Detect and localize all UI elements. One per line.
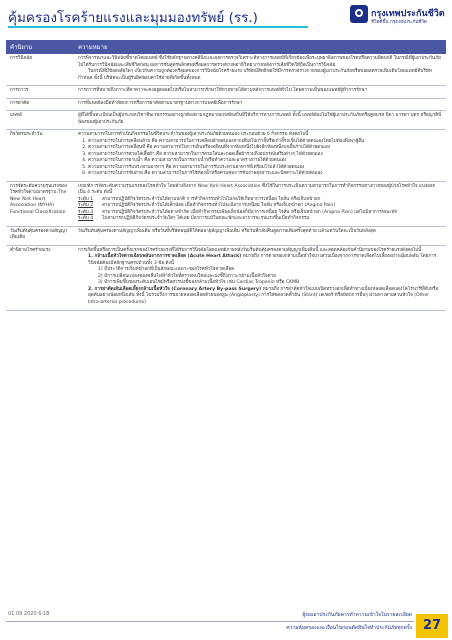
level-label: ระดับ 2 xyxy=(78,203,94,209)
level-label: ระดับ 4 xyxy=(78,216,94,222)
table-row xyxy=(6,111,446,130)
table-row xyxy=(6,181,446,226)
level-text: ไม่สามารถปฏิบัติกิจวัตรประจำวันใดๆ ได้เลย มีอาการแม้ในขณะพักและอาการจะรุนแรงขึ้นเมื่อทำกิจกรรม xyxy=(102,216,310,222)
logo-tagline: ชีวิตดีขึ้น กรุงเทพประกันชีวิต xyxy=(371,20,427,25)
paragraph: ผู้ที่ได้ขึ้นทะเบียนเป็นผู้ประกอบวิชาชีพเวชกรรมอย่างถูกต้องตามกฎหมายแห่งท้องถิ่นที่ให้บริการทางการแพทย์ ทั้งนี้ แพทย์ต้องไม่ใช่ผู้เอาประกันภัยหรือคู่สมรส บิดา มารดา บุตร หรือญาติพี่น้องของผู้เอาประกันภัย xyxy=(78,113,442,125)
header-meaning: ความหมาย xyxy=(74,40,446,54)
footer-line xyxy=(6,621,414,622)
criteria-item: 2) มีการเปลี่ยนแปลงของคลื่นไฟฟ้าหัวใจที่ตรวจพบใหม่และบ่งชี้ถึงภาวะกล้ามเนื้อหัวใจตาย xyxy=(98,273,276,279)
term-cell: การจัดระดับความรุนแรงของโรคหัวใจตามมาตรฐาน The New York Heart Association (NYHA) Functional Classification xyxy=(6,181,74,226)
level-text: สามารถปฏิบัติกิจวัตรประจำวันได้อย่างจำกัด เมื่อทำกิจกรรมเพียงเล็กน้อยก็มีอาการเหนื่อย ใจสั่น หรือเจ็บหน้าอก (Angina Pain) แต่ไม่มีอาการขณะพัก xyxy=(102,209,398,215)
meaning-cell xyxy=(74,111,446,130)
paragraph: เกณฑ์การจัดระดับความรุนแรงของโรคหัวใจ โดยอ้างอิงจาก New York Heart Association ซึ่งใช้ในการประเมินความสามารถในการทำกิจกรรมทางกายของผู้ป่วยโรคหัวใจ แบ่งออกเป็น 4 ระดับ ดังนี้ xyxy=(78,183,436,196)
term-cell: วันเริ่มต้นคุ้มครองตามสัญญาเพิ่มเติม xyxy=(6,226,74,245)
table-header-row xyxy=(6,40,446,54)
illness-title: การผ่าตัดเส้นเลือดเลี้ยงกล้ามเนื้อหัวใจ (Coronary Artery By-pass Surgery) xyxy=(94,286,262,292)
meaning-cell xyxy=(74,226,446,245)
paragraph: การที่แพทย์ลงมือทำหัตถการหรือการผ่าตัดตามมาตรฐานทางการแพทย์เพื่อการรักษา xyxy=(78,100,243,106)
definitions-table xyxy=(6,40,446,311)
company-logo xyxy=(350,4,450,30)
term-cell: กิจวัตรประจำวัน xyxy=(6,130,74,182)
level-label: ระดับ 1 xyxy=(78,196,94,202)
level-text: สามารถปฏิบัติกิจวัตรประจำวันได้ตามปกติ การทำกิจกรรมทั่วไปไม่ก่อให้เกิดอาการเหนื่อย ใจสั่น หรือเจ็บหน้าอก xyxy=(102,196,321,202)
paragraph: วันเริ่มต้นคุ้มครองตามสัญญาเพิ่มเติม หรือวันที่บริษัทอนุมัติให้ต่ออายุสัญญาเพิ่มเติม หรือวันที่กลับคืนสู่สภาพเดิมครั้งสุดท้าย แล้วแต่วันใดจะเป็นวันหลังสุด xyxy=(78,228,376,234)
list-item: 6. ความสามารถในการขับถ่าย คือ ความสามารถในการใช้ห้องน้ำหรือควบคุมการขับถ่ายอุจจาระและปัสสาวะได้ด้วยตนเอง xyxy=(88,171,442,178)
print-date: 01 09 2020 6:18 xyxy=(8,611,50,617)
illness-number: 2. xyxy=(88,286,95,292)
term-cell: การวินิจฉัย xyxy=(6,54,74,86)
page-footer xyxy=(0,610,452,640)
illness-title: กล้ามเนื้อหัวใจตายเฉียบพลันจากการขาดเลือด (Acute Heart Attack) xyxy=(94,254,242,260)
illness-text: หมายถึง การตายของกล้ามเนื้อหัวใจบางส่วนเนื่องจากการขาดเลือดไปเลี้ยงอย่างเฉียบพลัน โดยการวินิจฉัยต้องมีหลักฐานครบถ้วนทั้ง 3 ข้อ ดังนี้ xyxy=(88,254,437,266)
meaning-cell xyxy=(74,245,446,310)
illness-1 xyxy=(78,254,442,287)
table-row xyxy=(6,226,446,245)
list-item: 2. ความสามารถในการเคลื่อนที่ คือ ความสามารถในการเดินหรือเคลื่อนที่จากห้องหนึ่งไปยังอีกห้องหนึ่งบนพื้นราบได้ด้วยตนเอง xyxy=(88,145,442,152)
document-title: คุ้มครองโรคร้ายแรงและมุมมองทรัพย์ (รร.) xyxy=(8,10,258,26)
paragraph: การเกิดขึ้นหรือการเป็นครั้งแรกของโรคร้ายแรงที่ได้รับการวินิจฉัยโดยแพทย์ภายหลังวันเริ่มต้นคุ้มครองตามสัญญาเพิ่มเติมนี้ และสอดคล้องกับคำนิยามของโรคร้ายแรงดังต่อไปนี้ xyxy=(78,247,422,253)
paragraph: การถาวรที่หมายถึงภาวะที่คาดว่าจะคงอยู่ตลอดไปหรือไม่สามารถรักษาให้หายขาดได้ตามหลักการแพทย์ทั่วไป โดยความเห็นของแพทย์ผู้ทำการรักษา xyxy=(78,88,368,94)
level-text: สามารถปฏิบัติกิจวัตรประจำวันได้เล็กน้อย เมื่อทำกิจกรรมทั่วไปจะมีอาการเหนื่อย ใจสั่น หรือเจ็บหน้าอก (Angina Pain) xyxy=(102,203,336,209)
table-row xyxy=(6,98,446,111)
footer-note-1: ผู้ขอเอาประกันภัยควรทำความเข้าใจในรายละเอียด xyxy=(302,612,412,618)
table-row xyxy=(6,86,446,99)
title-underline xyxy=(8,26,308,28)
list-item: 4. ความสามารถในการอาบน้ำ คือ ความสามารถในการอาบน้ำหรือทำความสะอาดร่างกายได้ด้วยตนเอง xyxy=(88,158,442,165)
numbered-list xyxy=(78,139,442,178)
term-cell: แพทย์ xyxy=(6,111,74,130)
illness-number: 1. xyxy=(88,254,95,260)
nyha-level xyxy=(78,216,442,223)
illness-2 xyxy=(78,287,442,307)
table-row xyxy=(6,245,446,310)
meaning-cell xyxy=(74,130,446,182)
table-row xyxy=(6,54,446,86)
header-term: คำนิยาม xyxy=(6,40,74,54)
footer-note-2: ความคุ้มครองและเงื่อนไขก่อนตัดสินใจทำประกันภัยทุกครั้ง xyxy=(286,625,412,631)
meaning-cell xyxy=(74,181,446,226)
term-cell: คำนิยามโรคร้ายแรง xyxy=(6,245,74,310)
paragraph: ในกรณีที่มีข้อสงสัยใดๆ เกี่ยวกับความถูกต้องหรือผลของการวินิจฉัยโรคร้ายแรง บริษัทมีสิทธิขอให้มีการตรวจร่างกายของผู้เอาประกันภัยหรือขอผลตรวจเพิ่มเติมโดยแพทย์ที่บริษัทกำหนด ทั้งนี้ บริษัทจะเป็นผู้รับผิดชอบค่าใช้จ่ายที่เกิดขึ้นทั้งหมด xyxy=(78,69,432,81)
table-row xyxy=(6,130,446,182)
criteria-item: 3) มีการเพิ่มขึ้นของระดับเอนไซม์หรือสารบ่งชี้ของกล้ามเนื้อหัวใจ เช่น Cardiac Troponin หรือ CKMB xyxy=(98,280,300,286)
meaning-cell xyxy=(74,54,446,86)
list-item: 3. ความสามารถในการสวมใส่เสื้อผ้า คือ ความสามารถในการสวมใส่และถอดเสื้อผ้ารวมถึงอุปกรณ์เสริมต่างๆ ได้ด้วยตนเอง xyxy=(88,152,442,159)
paragraph: การพิจารณาและวินิจฉัยชี้ขาดโดยแพทย์ ซึ่งใช้หลักฐานทางคลินิกและผลการตรวจวิเคราะห์ทางการแพทย์ที่เกี่ยวข้องเพื่อระบุพยาธิสภาพของโรคหรือความผิดปกติ ในกรณีที่ผู้เอาประกันภัยไม่ได้รับการวินิจฉัยและเสียชีวิตก่อน ผลการชันสูตรพลิกศพหรือผลการตรวจทางพยาธิวิทยาภายหลังการเสียชีวิตให้ถือเป็นการวินิจฉัย xyxy=(78,56,441,68)
page-number-box xyxy=(416,614,448,638)
paragraph: ความสามารถในการดำเนินกิจกรรมในชีวิตประจำวันของผู้เอาประกันภัยด้วยตนเอง ประกอบด้วย 6 กิจกรรม ดังต่อไปนี้ xyxy=(78,132,309,138)
meaning-cell xyxy=(74,86,446,99)
term-cell: การผ่าตัด xyxy=(6,98,74,111)
level-label: ระดับ 3 xyxy=(78,209,94,215)
logo-icon xyxy=(350,5,368,23)
page-header xyxy=(0,0,452,32)
logo-name: กรุงเทพประกันชีวิต xyxy=(371,9,445,19)
page-number: 27 xyxy=(422,618,442,633)
meaning-cell xyxy=(74,98,446,111)
list-item: 5. ความสามารถในการรับประทานอาหาร คือ ความสามารถในการรับประทานอาหารที่เตรียมไว้แล้วได้ด้วยตนเอง xyxy=(88,165,442,172)
criteria-item: 1) มีประวัติการเจ็บหน้าอกที่เป็นลักษณะเฉพาะของโรคหัวใจขาดเลือด xyxy=(98,267,235,273)
term-cell: การถาวร xyxy=(6,86,74,99)
list-item: 1. ความสามารถในการเคลื่อนย้าย คือ ความสามารถในการเคลื่อนย้ายตนเองจากเตียงไปเก้าอี้หรือเก้าอี้รถเข็นได้ด้วยตนเองโดยไม่ต้องพึ่งพาผู้อื่น xyxy=(88,139,442,146)
illness-text: หมายถึง การผ่าตัดหัวใจแบบเปิดทรวงอกเพื่อทำทางเบี่ยงหลอดเลือดแดงโคโรนารีที่ตีบหรืออุดตันอย่างน้อยหนึ่งเส้น ทั้งนี้ ไม่รวมถึงการขยายหลอดเลือดด้วยบอลลูน (Angioplasty) การใส่ขดลวดค้ำยัน (Stent) เลเซอร์ หรือหัตถการอื่นๆ ผ่านทางสายสวนหัวใจ (Other Intra-arterial procedures) xyxy=(88,286,439,305)
